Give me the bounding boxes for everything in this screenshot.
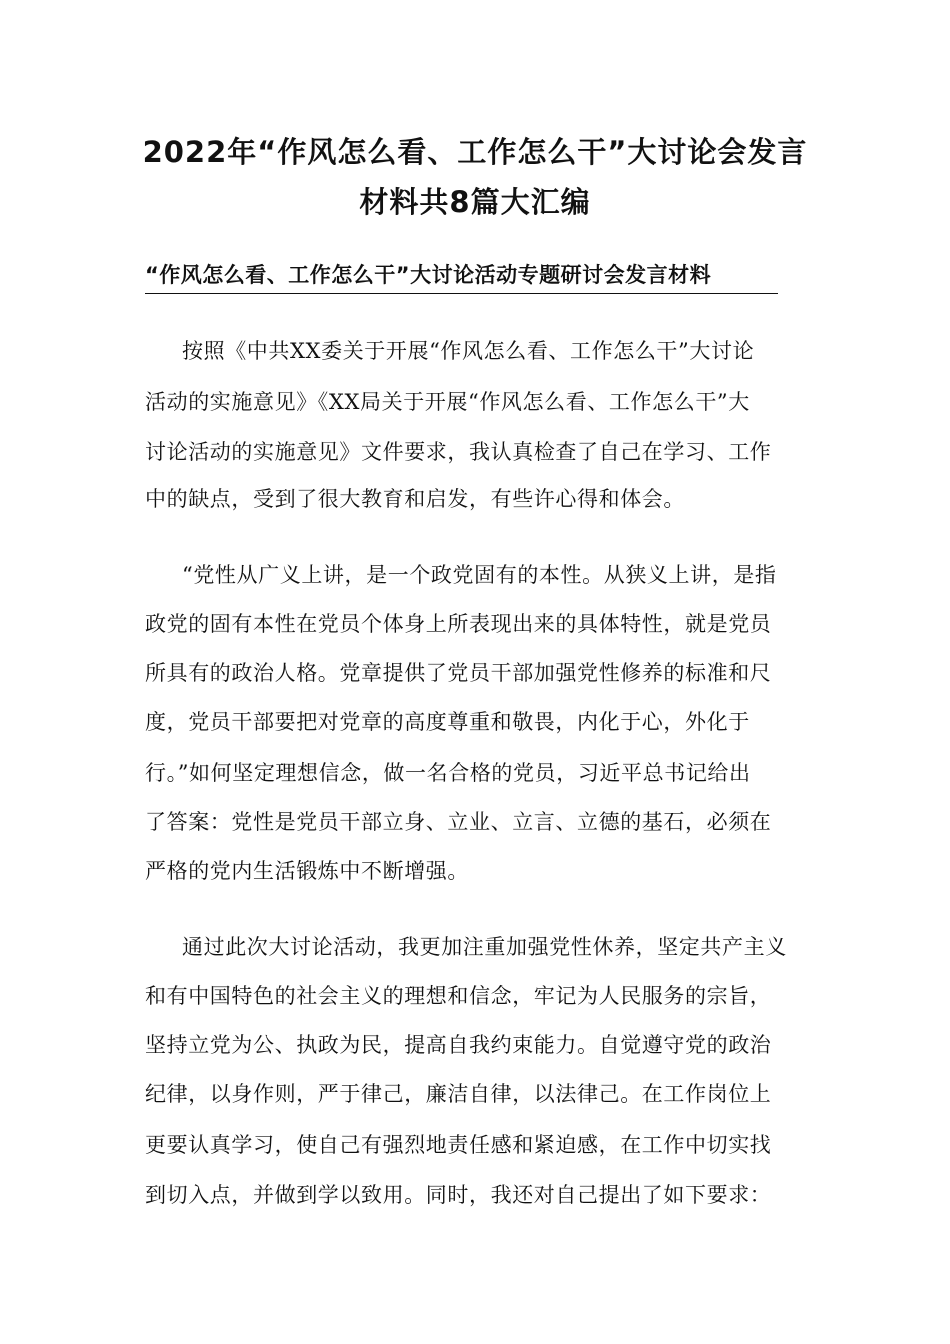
paragraph-1-line-3: 讨论活动的实施意见》文件要求，我认真检查了自己在学习、工作 [145, 440, 772, 464]
paragraph-3-line-6: 到切入点，并做到学以致用。同时，我还对自己提出了如下要求： [145, 1183, 772, 1207]
section-heading-underline [145, 293, 778, 294]
paragraph-3-line-2: 和有中国特色的社会主义的理想和信念，牢记为人民服务的宗旨， [145, 984, 772, 1008]
document-title-line-2: 材料共8篇大汇编 [359, 185, 591, 219]
paragraph-3-line-4: 纪律，以身作则，严于律己，廉洁自律，以法律己。在工作岗位上 [145, 1082, 772, 1106]
paragraph-2-line-3: 所具有的政治人格。党章提供了党员干部加强党性修养的标准和尺 [145, 661, 772, 685]
paragraph-3-line-1: 通过此次大讨论活动，我更加注重加强党性休养，坚定共产主义 [182, 935, 787, 959]
section-heading: “作风怎么看、工作怎么干”大讨论活动专题研讨会发言材料 [145, 263, 712, 287]
paragraph-2-line-4: 度，党员干部要把对党章的高度尊重和敬畏，内化于心，外化于 [145, 710, 750, 734]
paragraph-2-line-1: “党性从广义上讲，是一个政党固有的本性。从狭义上讲，是指 [182, 563, 777, 587]
paragraph-2-line-5: 行。”如何坚定理想信念，做一名合格的党员，习近平总书记给出 [145, 761, 751, 785]
paragraph-2-line-2: 政党的固有本性在党员个体身上所表现出来的具体特性，就是党员 [145, 612, 772, 636]
paragraph-1-line-1: 按照《中共XX委关于开展“作风怎么看、工作怎么干”大讨论 [182, 339, 755, 363]
paragraph-2-line-7: 严格的党内生活锻炼中不断增强。 [145, 859, 469, 883]
paragraph-2-line-6: 了答案：党性是党员干部立身、立业、立言、立德的基石，必须在 [145, 810, 772, 834]
paragraph-1-line-4: 中的缺点，受到了很大教育和启发，有些许心得和体会。 [145, 487, 685, 511]
document-title-line-1: 2022年“作风怎么看、工作怎么干”大讨论会发言 [142, 135, 808, 169]
paragraph-3-line-5: 更要认真学习，使自己有强烈地责任感和紧迫感，在工作中切实找 [145, 1133, 772, 1157]
paragraph-3-line-3: 坚持立党为公、执政为民，提高自我约束能力。自觉遵守党的政治 [145, 1033, 772, 1057]
paragraph-1-line-2: 活动的实施意见》《XX局关于开展“作风怎么看、工作怎么干”大 [145, 390, 750, 414]
